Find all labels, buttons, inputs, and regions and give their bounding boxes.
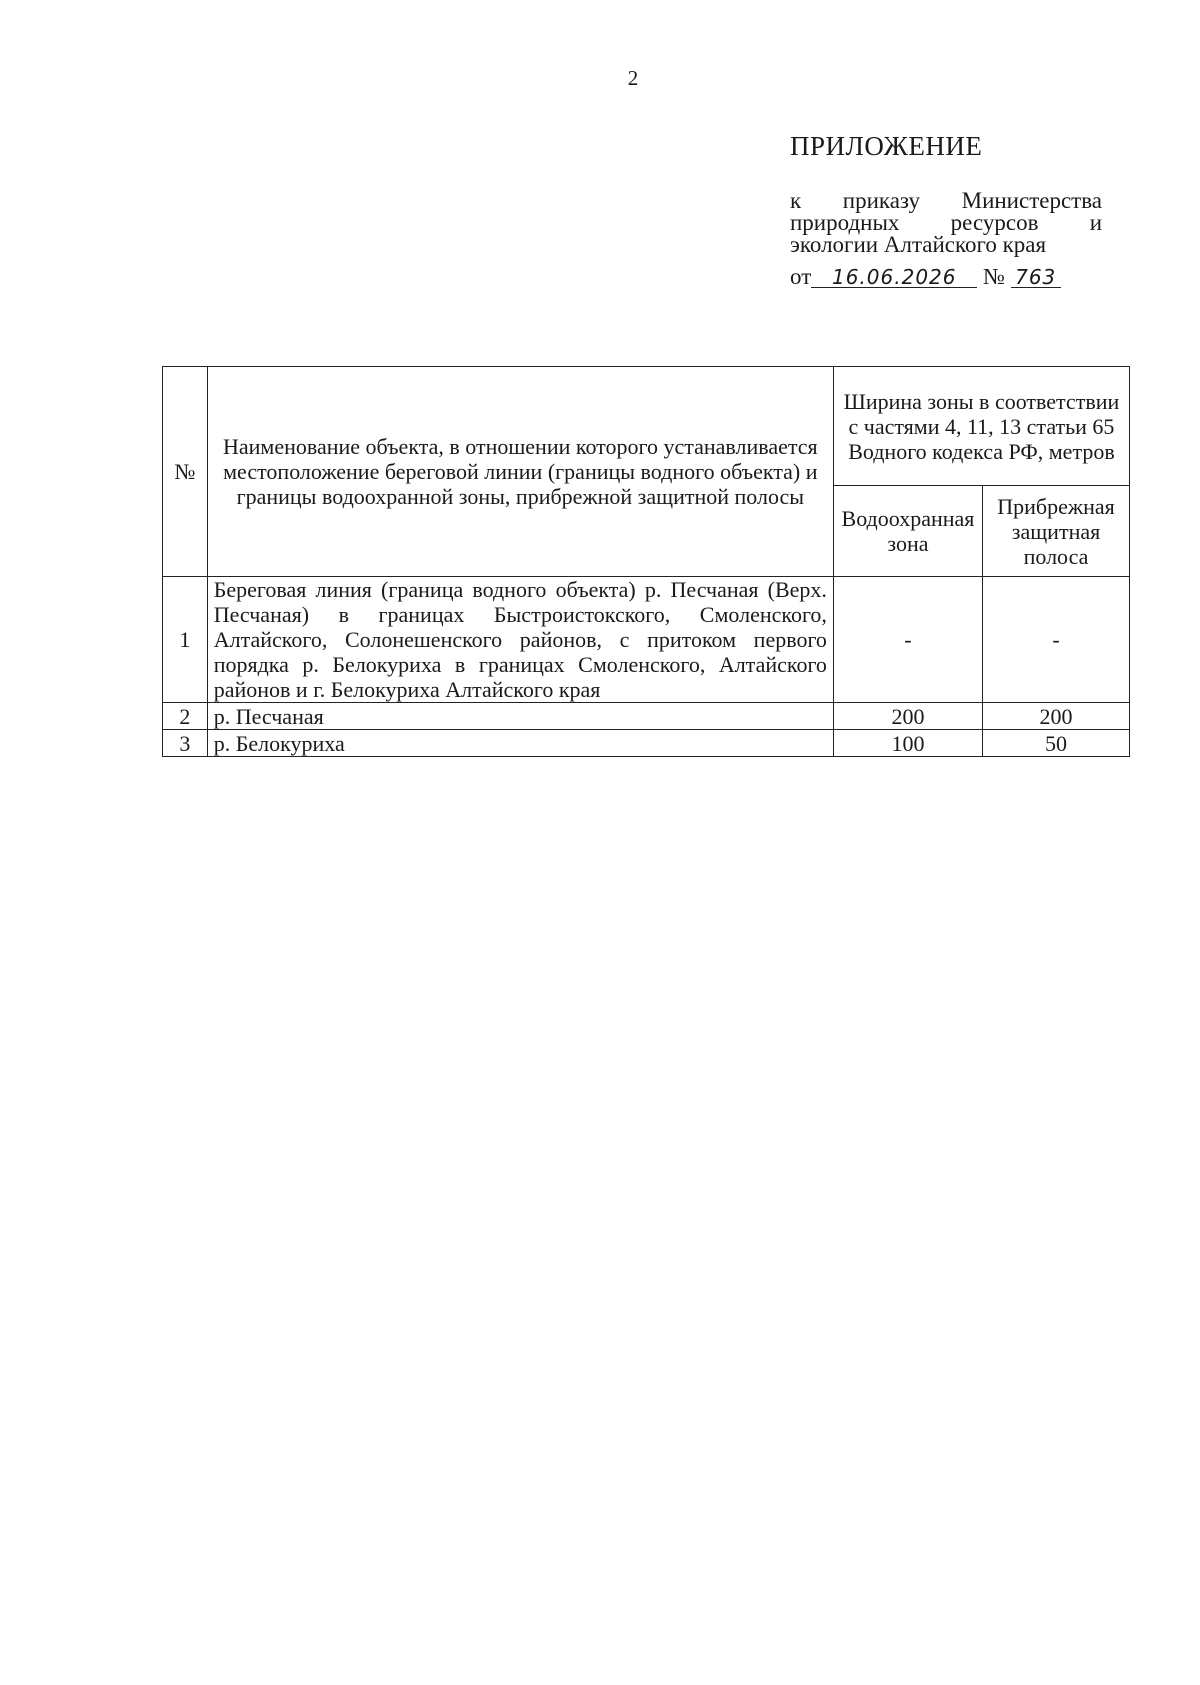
page-number: 2 — [627, 66, 639, 90]
handwritten-date: 16.06.2026 — [811, 267, 977, 288]
header-row — [163, 367, 1130, 486]
row-strip: 50 — [983, 730, 1130, 757]
row-zone: 100 — [833, 730, 982, 757]
row-strip: - — [983, 577, 1130, 703]
row-no: 1 — [163, 577, 208, 703]
handwritten-number: 763 — [1011, 267, 1061, 288]
row-strip: 200 — [983, 703, 1130, 730]
header-zone-width: Ширина зоны в соответствии с частями 4, 11, 13 статьи 65 Водного кодекса РФ, метров — [833, 367, 1129, 486]
row-no: 3 — [163, 730, 208, 757]
appendix-reference: к приказу Министерства природных ресурсов и экологии Алтайского края — [790, 188, 1102, 257]
water-objects-table — [162, 366, 1130, 757]
date-prefix: от — [790, 264, 812, 289]
row-name: р. Песчаная — [207, 703, 833, 730]
row-no: 2 — [163, 703, 208, 730]
table-row — [163, 577, 1130, 703]
header-no: № — [163, 367, 208, 577]
order-date-number-line — [790, 265, 1110, 289]
header-object-name: Наименование объекта, в отношении которого устанавливается местоположение береговой линии (границы водного объекта) и границы водоохранной зоны, прибрежной защитной полосы — [207, 367, 833, 577]
appendix-title: ПРИЛОЖЕНИЕ — [790, 131, 983, 161]
number-prefix: № — [983, 264, 1005, 289]
row-name: р. Белокуриха — [207, 730, 833, 757]
table-row — [163, 730, 1130, 757]
header-water-protection-zone: Водоохранная зона — [833, 486, 982, 577]
header-coastal-protective-strip: Прибрежная защитная полоса — [983, 486, 1130, 577]
row-zone: 200 — [833, 703, 982, 730]
table-row — [163, 703, 1130, 730]
row-name: Береговая линия (граница водного объекта) р. Песчаная (Верх. Песчаная) в границах Быстроистокского, Смоленского, Алтайского, Солонешенского районов, с притоком первого порядка р. Белокуриха в границах Смоленского, Алтайского районов и г. Белокуриха Алтайского края — [207, 577, 833, 703]
row-zone: - — [833, 577, 982, 703]
